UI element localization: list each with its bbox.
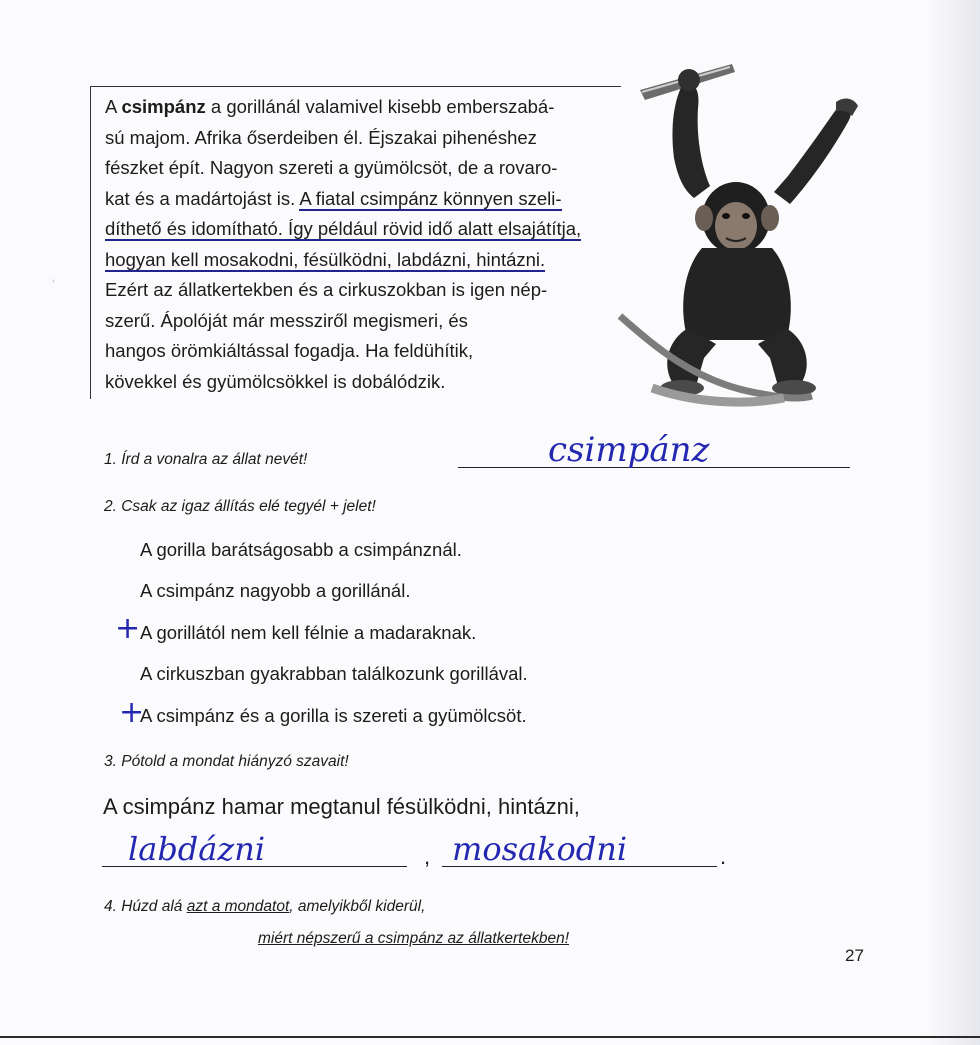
passage-line: hangos örömkiáltással fogadja. Ha feldühítik,: [105, 340, 474, 361]
statement-1: A gorilla barátságosabb a csimpánznál.: [140, 539, 462, 560]
question-3-label: 3. Pótold a mondat hiányzó szavait!: [104, 753, 349, 770]
passage-line: fészket épít. Nagyon szereti a gyümölcsöt, de a rovaro-: [105, 157, 558, 178]
statement-3: A gorillától nem kell félnie a madaraknak.: [140, 622, 477, 643]
period: .: [720, 844, 727, 869]
passage-line: kövekkel és gyümölcsökkel is dobálódzik.: [105, 370, 446, 392]
passage-line: [105, 214, 635, 245]
plus-mark: +: [115, 611, 141, 646]
question-4-underlined-phrase: azt a mondatot: [186, 898, 290, 915]
page-bottom-rule: [0, 1036, 980, 1038]
question-3-handwritten-answer-2: mosakodni: [452, 830, 628, 868]
underlined-answer-sentence: hogyan kell mosakodni, fésülködni, labdázni, hintázni.: [105, 248, 546, 270]
question-3-handwritten-answer-1: labdázni: [128, 830, 266, 868]
underlined-answer-sentence: díthető és idomítható. Így például rövid idő alatt elsajátítja,: [105, 218, 582, 239]
margin-mark: ': [52, 276, 55, 292]
passage-line: szerű. Ápolóját már messziről megismeri, és: [105, 309, 468, 331]
passage-line: A csimpánz a gorillánál valamivel kisebb emberszabá-: [105, 96, 555, 117]
statement-5: A csimpánz és a gorilla is szereti a gyümölcsöt.: [140, 705, 527, 726]
passage-line: [105, 245, 635, 276]
statement-2: A csimpánz nagyobb a gorillánál.: [140, 580, 411, 601]
question-4-label: 4. Húzd alá azt a mondatot, amelyikből kiderül,: [104, 898, 426, 915]
passage-line: sú majom. Afrika őserdeiben él. Éjszakai pihenéshez: [105, 126, 537, 148]
underlined-answer-sentence: A fiatal csimpánz könnyen szeli-: [299, 187, 562, 209]
page-number: 27: [845, 946, 864, 965]
question-4-line-2: miért népszerű a csimpánz az állatkertekben!: [258, 930, 570, 947]
passage-line: kat és a madártojást is. A fiatal csimpánz könnyen szeli-: [105, 187, 562, 209]
chimpanzee-illustration: [612, 58, 874, 408]
plus-mark: +: [119, 695, 145, 730]
passage-line: Ezért az állatkertekben és a cirkuszokban is igen nép-: [105, 279, 548, 300]
comma: ,: [424, 844, 431, 869]
scan-edge-shadow: [925, 0, 980, 1045]
animal-name-bold: csimpánz: [121, 96, 206, 117]
statement-4: A cirkuszban gyakrabban találkozunk gorillával.: [140, 663, 528, 684]
question-1-handwritten-answer: csimpánz: [548, 430, 710, 470]
question-2-label: 2. Csak az igaz állítás elé tegyél + jelet!: [104, 498, 376, 515]
question-3-sentence: A csimpánz hamar megtanul fésülködni, hintázni,: [103, 794, 580, 819]
question-1-label: 1. Írd a vonalra az állat nevét!: [104, 451, 308, 468]
reading-passage: [105, 92, 635, 397]
